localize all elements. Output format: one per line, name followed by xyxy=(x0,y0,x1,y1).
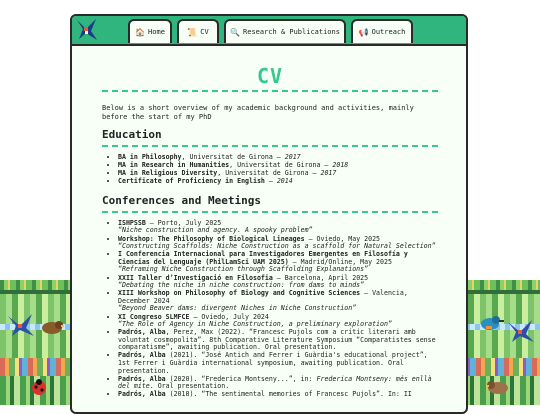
education-divider xyxy=(102,145,438,147)
conferences-divider xyxy=(102,211,438,213)
tab-research-publications[interactable] xyxy=(224,19,346,43)
tab-outreach[interactable] xyxy=(351,19,413,43)
education-item: • MA in Research in Humanities, Universitat de Girona — 2018 xyxy=(118,162,438,170)
main-window xyxy=(70,14,468,414)
intro-text: Below is a short overview of my academic background and activities, mainly before the start of my PhD xyxy=(102,104,414,121)
conference-item: • XIII Workshop on Philosophy of Biology and Cognitive Sciences — Valencia, December 2024 “Beyond Beaver dams: divergent Niches in Niche Construction” xyxy=(118,290,438,313)
conferences-list xyxy=(102,220,438,399)
education-item: • BA in Philosophy, Universitat de Girona — 2017 xyxy=(118,154,438,162)
conference-item: • Workshop: The Philosophy of Biological Lineages — Oviedo, May 2025 “Constructing Scaffolds: Niche Construction as a scaffold for Natural Selection” xyxy=(118,236,438,251)
tab-cv[interactable] xyxy=(177,19,219,43)
swallow-bird-icon xyxy=(6,312,36,338)
home-icon: 🏠 xyxy=(135,27,146,37)
sparrow-bird-icon xyxy=(486,378,510,396)
page-content xyxy=(72,46,466,412)
tab-outreach-label: Outreach xyxy=(371,28,406,36)
top-navigation-bar xyxy=(72,16,466,46)
sparrow-bird-icon xyxy=(40,318,64,336)
tab-home-label: Home xyxy=(148,28,165,36)
swallow-bird-icon xyxy=(506,318,536,344)
conference-item: • XXII Taller d’Investigació en Filosofia — Barcelona, April 2025 “Debating the niche in niche construction: from dams to minds” xyxy=(118,275,438,290)
education-list xyxy=(102,154,438,186)
conference-item: • I Conferencia Internacional para Investigadores Emergentes en Filosofía y Ciencias del Lenguaje (PhilLamSci UAM 2025) — Madrid/Online, May 2025 “Reframing Niche Construction through Scaffolding Explanations” xyxy=(118,251,438,274)
publication-item: • Padrós, Alba, Perez, Max (2022). “Francesc Pujols com a crític literari amb voluntat cosmopolita”. 8th Comparative Literature Symposium “Comparatistes sense comparatisme”, awaiting publication. Oral presentation. xyxy=(118,329,438,352)
title-divider xyxy=(102,90,438,92)
tab-home[interactable] xyxy=(128,19,172,43)
publication-item: • Padrós, Alba (2021). “José Antich and Ferrer i Guàrdia's educational project”, 1st Ferrer i Guàrdia international symposium, awaiting publication. Oral presentation. xyxy=(118,352,438,375)
conference-item: • ISHPSSB — Porto, July 2025 “Niche construction and agency. A spooky problem” xyxy=(118,220,438,235)
publication-item: • Padrós, Alba (2018). “The sentimental memories of Francesc Pujols”. In: II xyxy=(118,391,438,399)
education-item: • MA in Religious Diversity, Universitat de Girona — 2017 xyxy=(118,170,438,178)
tab-research-label: Research & Publications xyxy=(243,28,340,36)
ladybug-icon xyxy=(30,378,48,396)
conference-item: • XI Congreso SLMFCE — Oviedo, July 2024 “The Role of Agency in Niche Construction, a preliminary exploration” xyxy=(118,314,438,329)
scroll-icon: 📜 xyxy=(187,27,198,37)
education-item: • Certificate of Proficiency in English — 2014 xyxy=(118,178,438,186)
publication-item: • Padrós, Alba (2020). “Frederica Montseny...”, in: Frederica Montseny: més enllà del mite. Oral presentation. xyxy=(118,376,438,391)
swallow-logo-icon[interactable] xyxy=(76,18,98,42)
conferences-heading: Conferences and Meetings xyxy=(102,193,261,207)
education-heading: Education xyxy=(102,128,162,141)
kingfisher-bird-icon xyxy=(478,312,504,334)
tab-cv-label: CV xyxy=(200,28,209,36)
magnifier-icon: 🔍 xyxy=(230,27,241,37)
page-title: CV xyxy=(256,64,284,88)
megaphone-icon: 📢 xyxy=(358,27,369,37)
